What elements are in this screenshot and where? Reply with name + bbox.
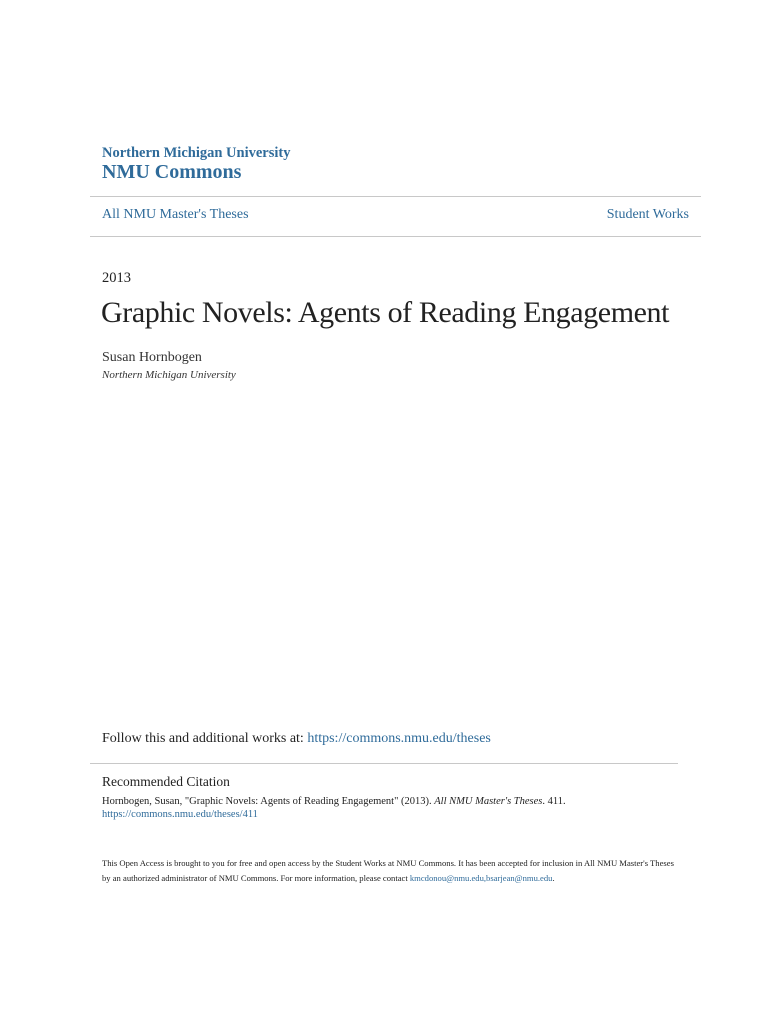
open-access-notice [102,856,677,886]
citation-suffix: . 411. [542,796,566,807]
citation-heading: Recommended Citation [102,774,230,789]
student-works-link[interactable]: Student Works [606,207,689,222]
institution-name: Northern Michigan University [102,145,291,161]
author-name: Susan Hornbogen [102,350,202,365]
follow-text: Follow this and additional works at: [102,731,308,746]
citation-series: All NMU Master's Theses [434,796,543,807]
top-divider [90,196,701,197]
collection-link[interactable]: All NMU Master's Theses [102,207,249,222]
citation-url-link[interactable]: https://commons.nmu.edu/theses/411 [102,809,258,820]
nav-divider [90,236,701,237]
contact-email-link[interactable]: kmcdonou@nmu.edu,bsarjean@nmu.edu [409,873,553,883]
follow-line [102,731,491,747]
citation-divider [90,763,678,764]
document-title: Graphic Novels: Agents of Reading Engagement [101,296,670,329]
repository-name[interactable]: NMU Commons [102,161,242,183]
notice-text: This Open Access is brought to you for free and open access by the Student Works at NMU Commons. It has been accepted for inclusion in All NMU Master's Theses by an authorized administrator of NMU Commons. For more information, please contact [102,858,674,883]
citation-prefix: Hornbogen, Susan, "Graphic Novels: Agents of Reading Engagement" (2013). [102,796,435,807]
author-affiliation: Northern Michigan University [102,369,236,381]
citation-text [102,796,566,807]
publication-year: 2013 [102,270,131,286]
notice-end: . [552,873,555,883]
follow-url-link[interactable]: https://commons.nmu.edu/theses [307,731,491,746]
